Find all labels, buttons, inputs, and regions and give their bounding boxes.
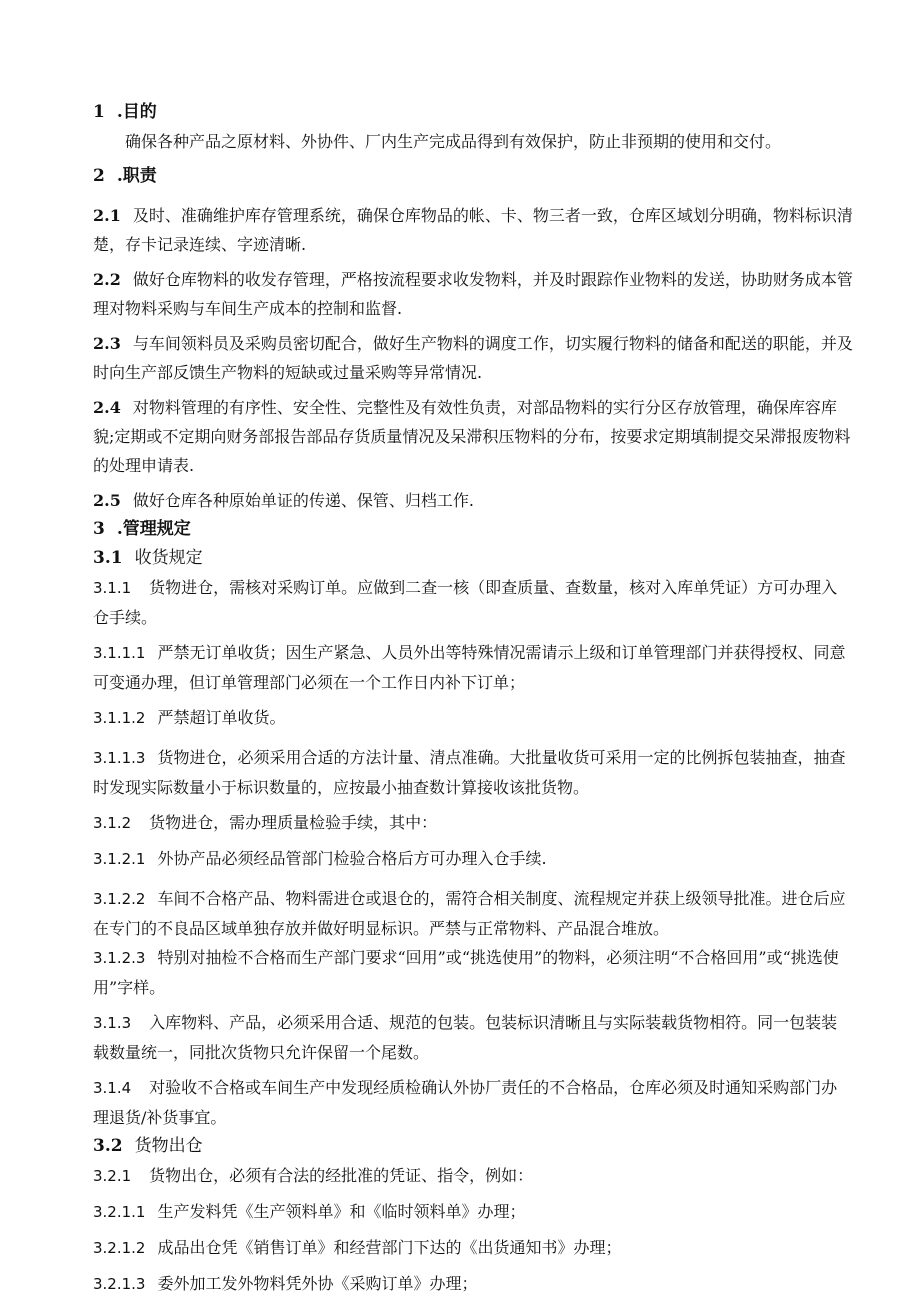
clause-3-2-1 xyxy=(93,1161,853,1191)
heading-title: 货物出仓 xyxy=(134,1136,203,1156)
clause-text: 委外加工发外物料凭外协《采购订单》办理； xyxy=(157,1274,478,1293)
clause-text: 货物进仓，需办理质量检验手续，其中： xyxy=(149,813,438,832)
clause-text: 严禁超订单收货。 xyxy=(157,708,286,727)
clause-number: 2.3 xyxy=(93,334,121,353)
clause-text: 与车间领料员及采购员密切配合，做好生产物料的调度工作，切实履行物料的储备和配送的职能，并及时向生产部反馈生产物料的短缺或过量采购等异常情况. xyxy=(93,334,853,382)
clause-number: 3.2.1.1 xyxy=(93,1203,146,1221)
clause-text: 及时、准确维护库存管理系统，确保仓库物品的帐、卡、物三者一致，仓库区域划分明确，物料标识清楚，存卡记录连续、字迹清晰. xyxy=(93,206,853,254)
clause-number: 3.1.1.2 xyxy=(93,709,146,727)
clause-3-2-1-1 xyxy=(93,1197,853,1227)
clause-3-2-1-3 xyxy=(93,1269,853,1299)
clause-number: 3.1.3 xyxy=(93,1014,132,1032)
purpose-paragraph: 确保各种产品之原材料、外协件、厂内生产完成品得到有效保护，防止非预期的使用和交付。 xyxy=(125,132,782,151)
clause-2-2 xyxy=(93,265,853,323)
clause-2-1 xyxy=(93,201,853,259)
clause-2-4 xyxy=(93,393,853,480)
clause-3-1-1-3 xyxy=(93,743,853,802)
clause-text: 对验收不合格或车间生产中发现经质检确认外协厂责任的不合格品，仓库必须及时通知采购部门办理退货/补货事宜。 xyxy=(93,1078,838,1127)
clause-3-1-2-2 xyxy=(93,884,853,943)
clause-3-1-1-2 xyxy=(93,703,853,733)
clause-text: 成品出仓凭《销售订单》和经营部门下达的《出货通知书》办理； xyxy=(157,1238,622,1257)
clause-text: 入库物料、产品，必须采用合适、规范的包装。包装标识清晰且与实际装载货物相符。同一包装装载数量统一，同批次货物只允许保留一个尾数。 xyxy=(93,1013,838,1062)
clause-text: 外协产品必须经品管部门检验合格后方可办理入仓手续. xyxy=(157,849,547,868)
heading-title: .目的 xyxy=(116,102,157,122)
clause-text: 货物进仓，必须采用合适的方法计量、清点准确。大批量收货可采用一定的比例拆包装抽查，抽查时发现实际数量小于标识数量的，应按最小抽查数计算接收该批货物。 xyxy=(93,748,846,797)
clause-3-1-2-3 xyxy=(93,943,853,1002)
clause-text: 做好仓库物料的收发存管理，严格按流程要求收发物料，并及时跟踪作业物料的发送，协助财务成本管理对物料采购与车间生产成本的控制和监督. xyxy=(93,270,853,318)
clause-number: 3.1.2 xyxy=(93,814,132,832)
clause-number: 3.1.4 xyxy=(93,1079,132,1097)
heading-number: 1 xyxy=(93,102,105,122)
clause-number: 2.2 xyxy=(93,270,121,289)
clause-number: 3.2.1 xyxy=(93,1167,132,1185)
clause-number: 3.1.2.2 xyxy=(93,890,146,908)
heading-shipping xyxy=(93,1132,853,1161)
heading-number: 3.1 xyxy=(93,548,123,568)
clause-3-2-1-2 xyxy=(93,1233,853,1263)
clause-text: 特别对抽检不合格而生产部门要求“回用”或“挑选使用”的物料，必须注明“不合格回用”或“挑选使用”字样。 xyxy=(93,948,839,997)
heading-title: .管理规定 xyxy=(116,519,191,539)
heading-receiving xyxy=(93,544,853,573)
heading-number: 3 xyxy=(93,519,105,539)
clause-text: 货物进仓，需核对采购订单。应做到二查一核（即查质量、查数量，核对入库单凭证）方可办理入仓手续。 xyxy=(93,578,838,627)
clause-number: 3.1.2.3 xyxy=(93,949,146,967)
clause-3-1-3 xyxy=(93,1008,853,1067)
heading-title: .职责 xyxy=(116,166,157,186)
clause-text: 生产发料凭《生产领料单》和《临时领料单》办理； xyxy=(157,1202,526,1221)
heading-number: 2 xyxy=(93,166,105,186)
clause-text: 车间不合格产品、物料需进仓或退仓的，需符合相关制度、流程规定并获上级领导批准。进仓后应在专门的不良品区域单独存放并做好明显标识。严禁与正常物料、产品混合堆放。 xyxy=(93,889,846,938)
clause-number: 3.2.1.2 xyxy=(93,1239,146,1257)
clause-3-1-2-1 xyxy=(93,844,853,874)
clause-text: 做好仓库各种原始单证的传递、保管、归档工作. xyxy=(132,491,474,510)
clause-number: 3.1.1.1 xyxy=(93,644,146,662)
clause-text: 货物出仓，必须有合法的经批准的凭证、指令，例如： xyxy=(149,1166,534,1185)
heading-responsibility xyxy=(93,162,853,191)
clause-2-3 xyxy=(93,329,853,387)
clause-number: 2.5 xyxy=(93,491,121,510)
clause-text: 对物料管理的有序性、安全性、完整性及有效性负责，对部品物料的实行分区存放管理，确保库容库貌;定期或不定期向财务部报告部品存货质量情况及呆滞积压物料的分布，按要求定期填制提交呆滞报废物料的处理申请表. xyxy=(93,398,851,475)
heading-management-rules xyxy=(93,515,853,544)
clause-2-5 xyxy=(93,486,853,515)
heading-title: 收货规定 xyxy=(134,548,203,568)
clause-text: 严禁无订单收货；因生产紧急、人员外出等特殊情况需请示上级和订单管理部门并获得授权、同意可变通办理，但订单管理部门必须在一个工作日内补下订单； xyxy=(93,643,846,692)
clause-3-1-1-1 xyxy=(93,638,853,697)
document-body xyxy=(93,98,853,1299)
clause-3-1-2 xyxy=(93,808,853,838)
clause-3-1-4 xyxy=(93,1073,853,1132)
clause-3-1-1 xyxy=(93,573,853,632)
heading-number: 3.2 xyxy=(93,1136,123,1156)
clause-number: 3.2.1.3 xyxy=(93,1275,146,1293)
clause-number: 3.1.1 xyxy=(93,579,132,597)
clause-number: 3.1.1.3 xyxy=(93,749,146,767)
heading-purpose xyxy=(93,98,853,127)
clause-number: 2.1 xyxy=(93,206,121,225)
clause-number: 2.4 xyxy=(93,398,121,417)
clause-number: 3.1.2.1 xyxy=(93,850,146,868)
